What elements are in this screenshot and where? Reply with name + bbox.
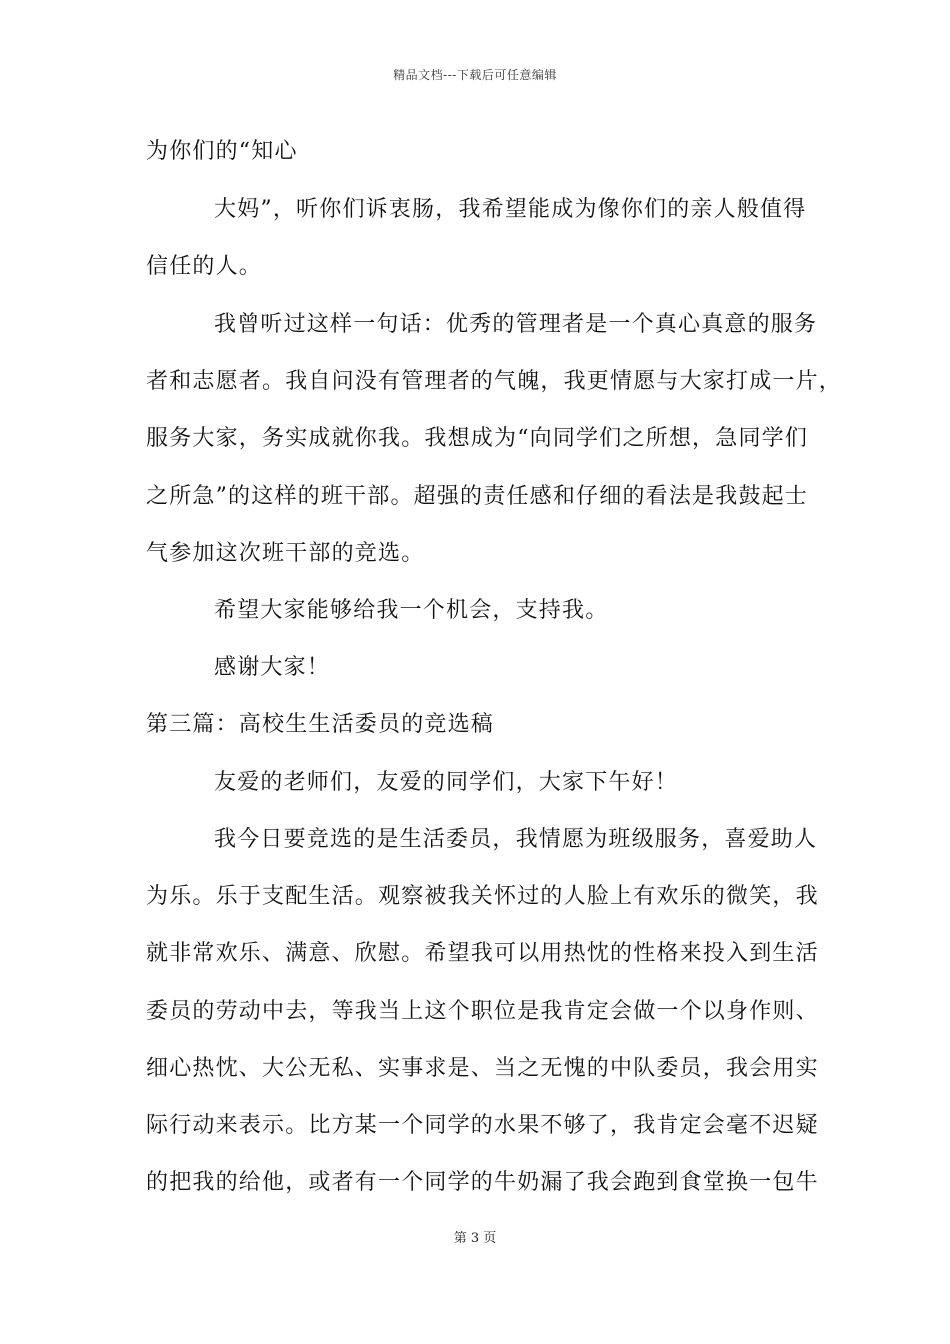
page-header: 精品文档---下载后可任意编辑 (393, 68, 557, 82)
text-line: 之所急”的这样的班干部。超强的责任感和仔细的看法是我鼓起士 (146, 484, 809, 509)
text-line: 者和志愿者。我自问没有管理者的气魄，我更情愿与大家打成一片， (146, 369, 843, 394)
text-line: 我曾听过这样一句话：优秀的管理者是一个真心真意的服务 (214, 312, 818, 337)
text-line: 信任的人。 (146, 254, 263, 279)
section-title: 第三篇：高校生生活委员的竞选稿 (146, 712, 495, 737)
text-line: 际行动来表示。比方某一个同学的水果不够了，我肯定会毫不迟疑 (146, 1113, 819, 1138)
page-number: 第 3 页 (453, 1231, 497, 1246)
text-line: 友爱的老师们，友爱的同学们，大家下午好！ (214, 770, 679, 795)
text-line: 感谢大家！ (214, 655, 331, 680)
text-line: 为你们的“知心 (146, 139, 298, 164)
text-line: 我今日要竞选的是生活委员，我情愿为班级服务，喜爱助人 (214, 827, 818, 852)
text-line: 希望大家能够给我一个机会，支持我。 (214, 598, 609, 623)
text-line: 就非常欢乐、满意、欣慰。希望我可以用热忱的性格来投入到生活 (146, 941, 819, 966)
text-line: 的把我的给他，或者有一个同学的牛奶漏了我会跑到食堂换一包牛 (146, 1170, 819, 1195)
text-line: 大妈”，听你们诉衷肠，我希望能成为像你们的亲人般值得 (214, 197, 807, 222)
text-line: 服务大家，务实成就你我。我想成为“向同学们之所想，急同学们 (146, 426, 809, 451)
text-line: 气参加这次班干部的竞选。 (146, 541, 425, 566)
text-line: 为乐。乐于支配生活。观察被我关怀过的人脸上有欢乐的微笑，我 (146, 884, 819, 909)
text-line: 委员的劳动中去，等我当上这个职位是我肯定会做一个以身作则、 (146, 999, 819, 1024)
text-line: 细心热忱、大公无私、实事求是、当之无愧的中队委员，我会用实 (146, 1056, 819, 1081)
